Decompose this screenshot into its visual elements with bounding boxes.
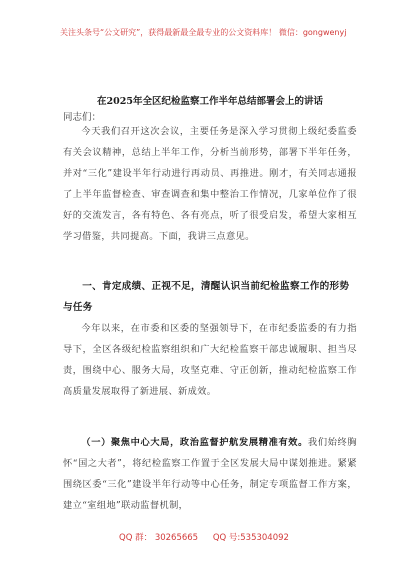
contact-footer <box>0 532 408 544</box>
subsection-heading-1: （一）聚焦中心大局，政治监督护航发展精准有效。 <box>81 437 308 448</box>
paragraph-achievements: 今年以来，在市委和区委的坚强领导下，在市纪委监委的有力指导下，全区各级纪检监察组织和广大纪检监察干部忠诚履职、担当尽责，围绕中心、服务大局，攻坚克难、守正创新，推动纪检监察工作高质量发展取得了新进展、新成效。 <box>63 323 357 397</box>
section-heading-1: 一、肯定成绩、正视不足，清醒认识当前纪检监察工作的形势与任务 <box>63 281 350 313</box>
promo-banner: 关注头条号“公文研究”，获得最新最全最专业的公文资料库！ 微信：gongwenyj <box>60 28 347 37</box>
subsection-paragraph <box>63 432 357 516</box>
salutation: 同志们： <box>63 112 102 123</box>
qq-number: QQ 号:535304092 <box>212 533 289 543</box>
subsection-text: 我们始终胸怀“国之大者”，将纪检监察工作置于全区发展大局中谋划推进。紧紧围绕区委“三化”建设半年行动等中心任务，制定专项监督工作方案，建立“室组地”联动监督机制， <box>63 437 357 511</box>
paragraph-intro: 今天我们召开这次会议，主要任务是深入学习贯彻上级纪委监委有关会议精神，总结上半年工作，分析当前形势，部署下半年任务，并对“三化”建设半年行动进行再动员、再推进。刚才，有关同志通报了上半年监督检查、审查调查和集中整治工作情况，几家单位作了很好的交流发言，各有特色、各有亮点，听了很受启发，希望大家相互学习借鉴，共同提高。下面，我讲三点意见。 <box>63 126 357 242</box>
document-title: 在2025年全区纪检监察工作半年总结部署会上的讲话 <box>97 96 323 107</box>
qq-group: QQ 群： 30265665 <box>119 533 199 543</box>
